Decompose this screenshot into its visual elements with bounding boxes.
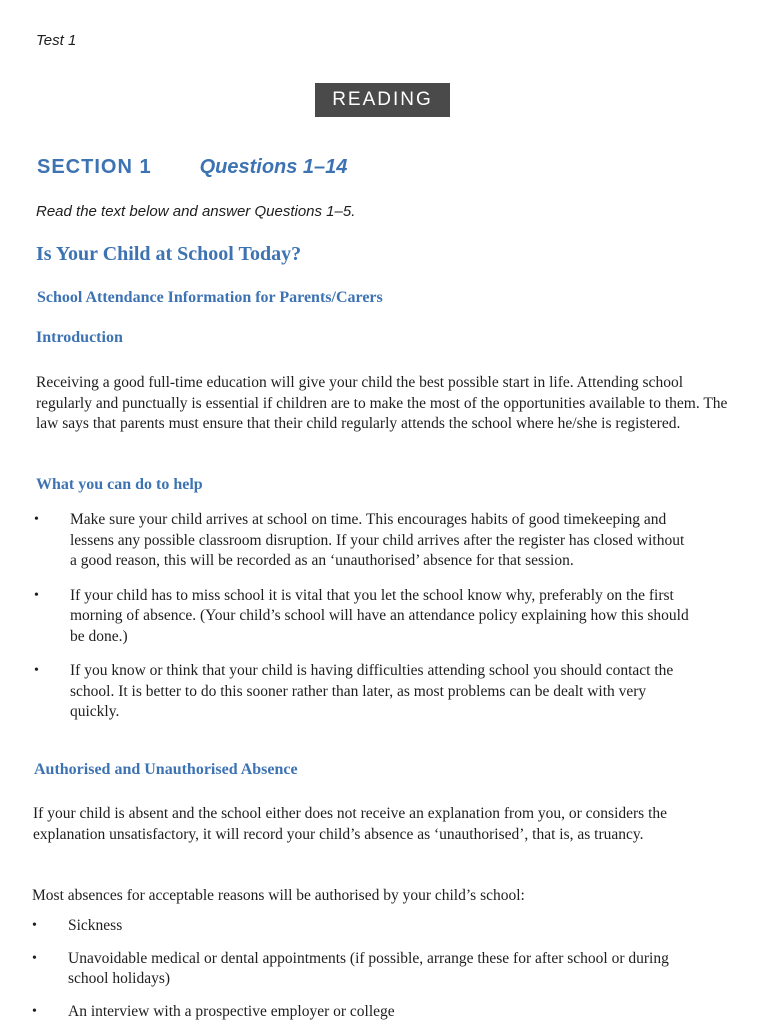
list-item-text: If you know or think that your child is having difficulties attending school you should contact the school. It is better to do this sooner rather than later, as most problems can be dealt with very quickly. xyxy=(70,662,674,720)
instruction-text: Read the text below and answer Questions 1–5. xyxy=(36,203,356,220)
bullet-icon: • xyxy=(32,950,37,966)
section-heading xyxy=(37,156,347,179)
list-item xyxy=(32,1002,712,1023)
list-item-text: Sickness xyxy=(68,917,123,934)
reasons-list xyxy=(32,916,712,1024)
reading-banner: READING xyxy=(315,83,450,117)
introduction-heading: Introduction xyxy=(36,329,123,346)
list-item xyxy=(34,586,694,648)
list-item-text: If your child has to miss school it is vital that you let the school know why, preferably on the first morning of absence. (Your child’s school will have an attendance policy explaining how this should be done.) xyxy=(70,586,689,645)
reasons-intro: Most absences for acceptable reasons will be authorised by your child’s school: xyxy=(32,887,525,904)
list-item xyxy=(34,661,694,723)
bullet-icon: • xyxy=(32,1003,37,1019)
help-list xyxy=(34,510,694,737)
help-heading: What you can do to help xyxy=(36,476,203,493)
list-item xyxy=(32,916,712,937)
absence-paragraph: If your child is absent and the school either does not receive an explanation from you, or considers the explanation unsatisfactory, it will record your child’s absence as ‘unauthorised’, that is, as truancy. xyxy=(33,805,668,843)
list-item-text: Unavoidable medical or dental appointments (if possible, arrange these for after school or during school holidays) xyxy=(68,949,669,987)
bullet-icon: • xyxy=(32,918,37,933)
list-item xyxy=(34,510,694,572)
running-head: Test 1 xyxy=(36,32,77,49)
bullet-icon: • xyxy=(34,512,39,527)
article-subtitle: School Attendance Information for Parents/Carers xyxy=(37,289,383,306)
bullet-icon: • xyxy=(34,663,39,678)
bullet-icon: • xyxy=(34,587,39,603)
section-label: SECTION 1 xyxy=(37,156,152,178)
list-item-text: Make sure your child arrives at school on time. This encourages habits of good timekeeping and lessens any possible classroom disruption. If your child arrives after the register has closed without a good reason, this will be recorded as an ‘unauthorised’ absence for that session. xyxy=(70,511,685,569)
introduction-paragraph: Receiving a good full-time education will give your child the best possible start in life. Attending school regularly and punctually is essential if children are to make the most of the opportunities available to them. The law says that parents must ensure that their child regularly attends the school where he/she is registered. xyxy=(36,374,728,432)
article-title: Is Your Child at School Today? xyxy=(36,243,302,265)
questions-range: Questions 1–14 xyxy=(199,156,348,178)
list-item xyxy=(32,949,712,990)
list-item-text: An interview with a prospective employer or college xyxy=(68,1002,395,1020)
absence-heading: Authorised and Unauthorised Absence xyxy=(34,761,298,778)
